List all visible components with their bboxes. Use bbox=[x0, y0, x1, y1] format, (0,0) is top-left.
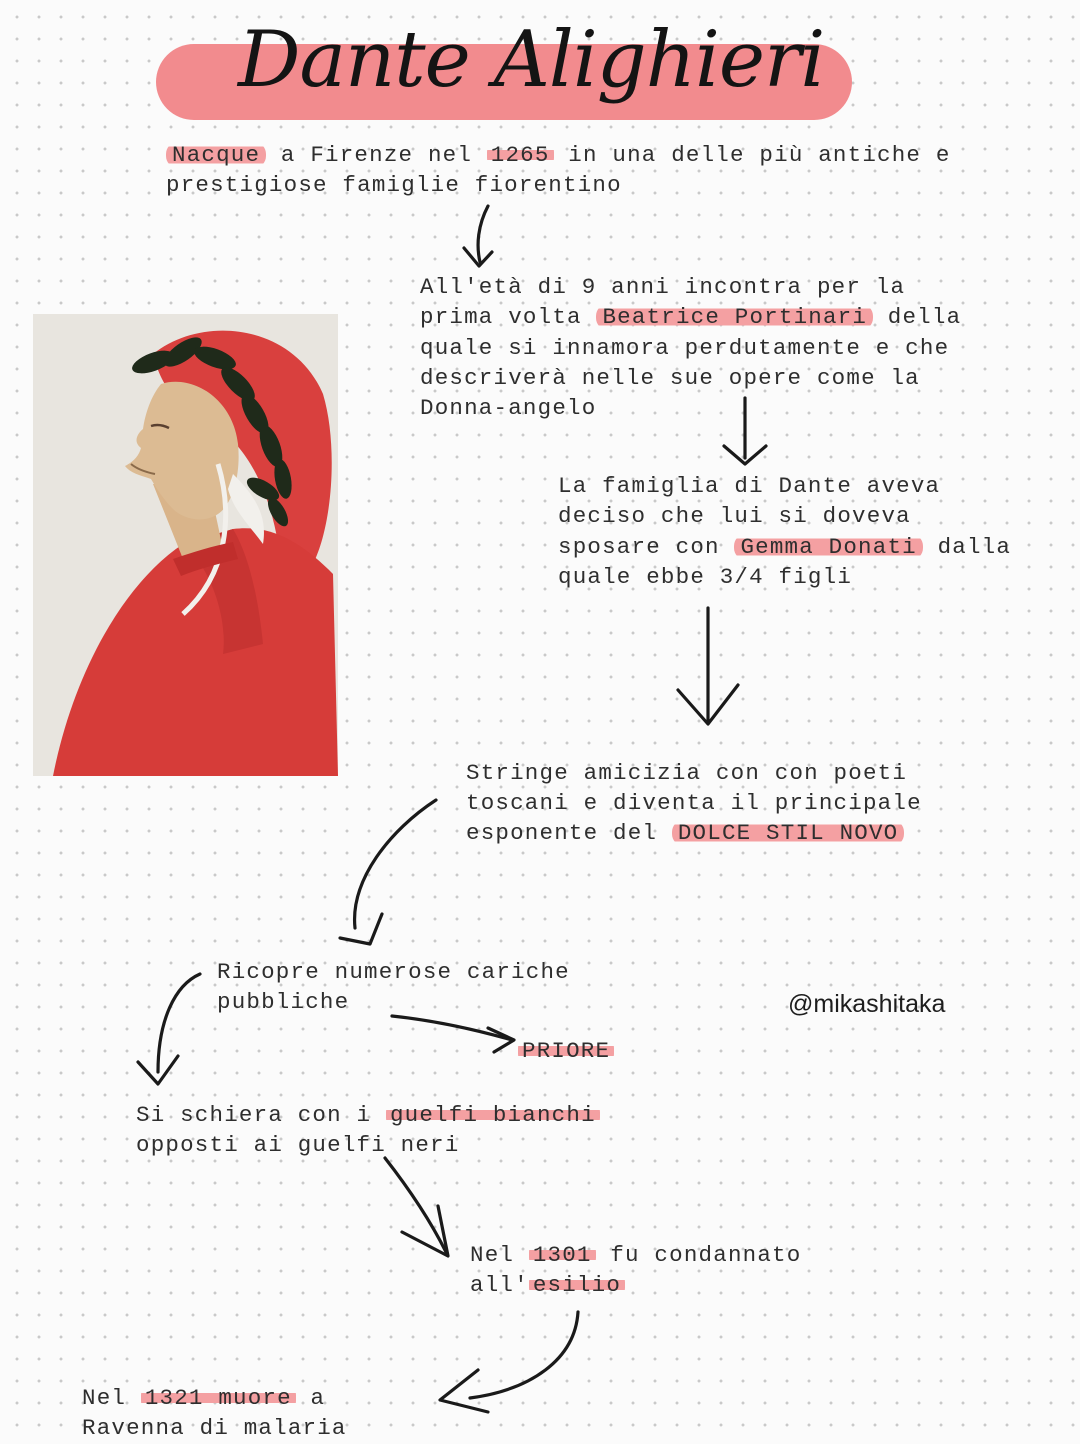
beatrice-line-2: prima volta Beatrice Portinari della bbox=[420, 304, 962, 330]
highlight-1301: 1301 bbox=[529, 1242, 596, 1268]
cariche-line-1: Ricopre numerose cariche bbox=[217, 959, 570, 985]
stilnovo-line-3: esponente del DOLCE STIL NOVO bbox=[466, 818, 904, 849]
arrow-birth-to-beatrice bbox=[464, 206, 492, 266]
arrow-cariche-to-priore bbox=[392, 1016, 514, 1052]
arrow-esilio-to-morte bbox=[440, 1312, 578, 1412]
page-title: Dante Alighieri bbox=[238, 15, 825, 105]
arrow-guelfi-to-esilio bbox=[385, 1158, 448, 1256]
stilnovo-line-1: Stringe amicizia con con poeti bbox=[466, 760, 908, 786]
highlight-priore: PRIORE bbox=[518, 1038, 614, 1064]
arrow-beatrice-to-gemma bbox=[724, 398, 766, 464]
beatrice-line-1: All'età di 9 anni incontra per la bbox=[420, 274, 906, 300]
arrow-gemma-to-stilnovo bbox=[678, 608, 738, 724]
gemma-line-4: quale ebbe 3/4 figli bbox=[558, 564, 853, 590]
highlight-beatrice: Beatrice Portinari bbox=[596, 304, 873, 330]
birth-line-2: prestigiose famiglie fiorentino bbox=[166, 172, 622, 198]
highlight-1321-muore: 1321 muore bbox=[141, 1385, 296, 1411]
gemma-line-2: deciso che lui si doveva bbox=[558, 503, 911, 529]
guelfi-line-2: opposti ai guelfi neri bbox=[136, 1132, 460, 1158]
gemma-line-3: sposare con Gemma Donati dalla bbox=[558, 534, 1012, 560]
highlight-guelfi-bianchi: guelfi bianchi bbox=[386, 1102, 600, 1128]
stilnovo-line-2: toscani e diventa il principale bbox=[466, 790, 922, 816]
highlight-gemma: Gemma Donati bbox=[734, 534, 922, 560]
author-watermark: @mikashitaka bbox=[788, 990, 946, 1018]
highlight-nacque: Nacque bbox=[166, 142, 266, 168]
highlight-dolce-stil-novo: DOLCE STIL NOVO bbox=[672, 820, 905, 846]
morte-line-1: Nel 1321 muore a bbox=[82, 1385, 326, 1411]
esilio-line-1: Nel 1301 fu condannato bbox=[470, 1242, 802, 1268]
gemma-line-1: La famiglia di Dante aveva bbox=[558, 473, 941, 499]
esilio-line-2: all' esilio bbox=[470, 1270, 625, 1301]
beatrice-line-5: Donna-angelo bbox=[420, 395, 597, 421]
arrow-stilnovo-to-cariche bbox=[340, 800, 436, 944]
guelfi-line-1: Si schiera con i guelfi bianchi bbox=[136, 1100, 600, 1131]
beatrice-line-3: quale si innamora perdutamente e che bbox=[420, 335, 950, 361]
birth-line-1: Nacque a Firenze nel 1265 in una delle più antiche e bbox=[166, 140, 951, 171]
highlight-1265: 1265 bbox=[487, 142, 554, 168]
cariche-line-2: pubbliche bbox=[217, 989, 350, 1015]
beatrice-line-4: descriverà nelle sue opere come la bbox=[420, 365, 920, 391]
highlight-esilio: esilio bbox=[529, 1272, 625, 1298]
arrow-cariche-to-guelfi bbox=[138, 974, 200, 1084]
morte-line-2: Ravenna di malaria bbox=[82, 1415, 347, 1441]
